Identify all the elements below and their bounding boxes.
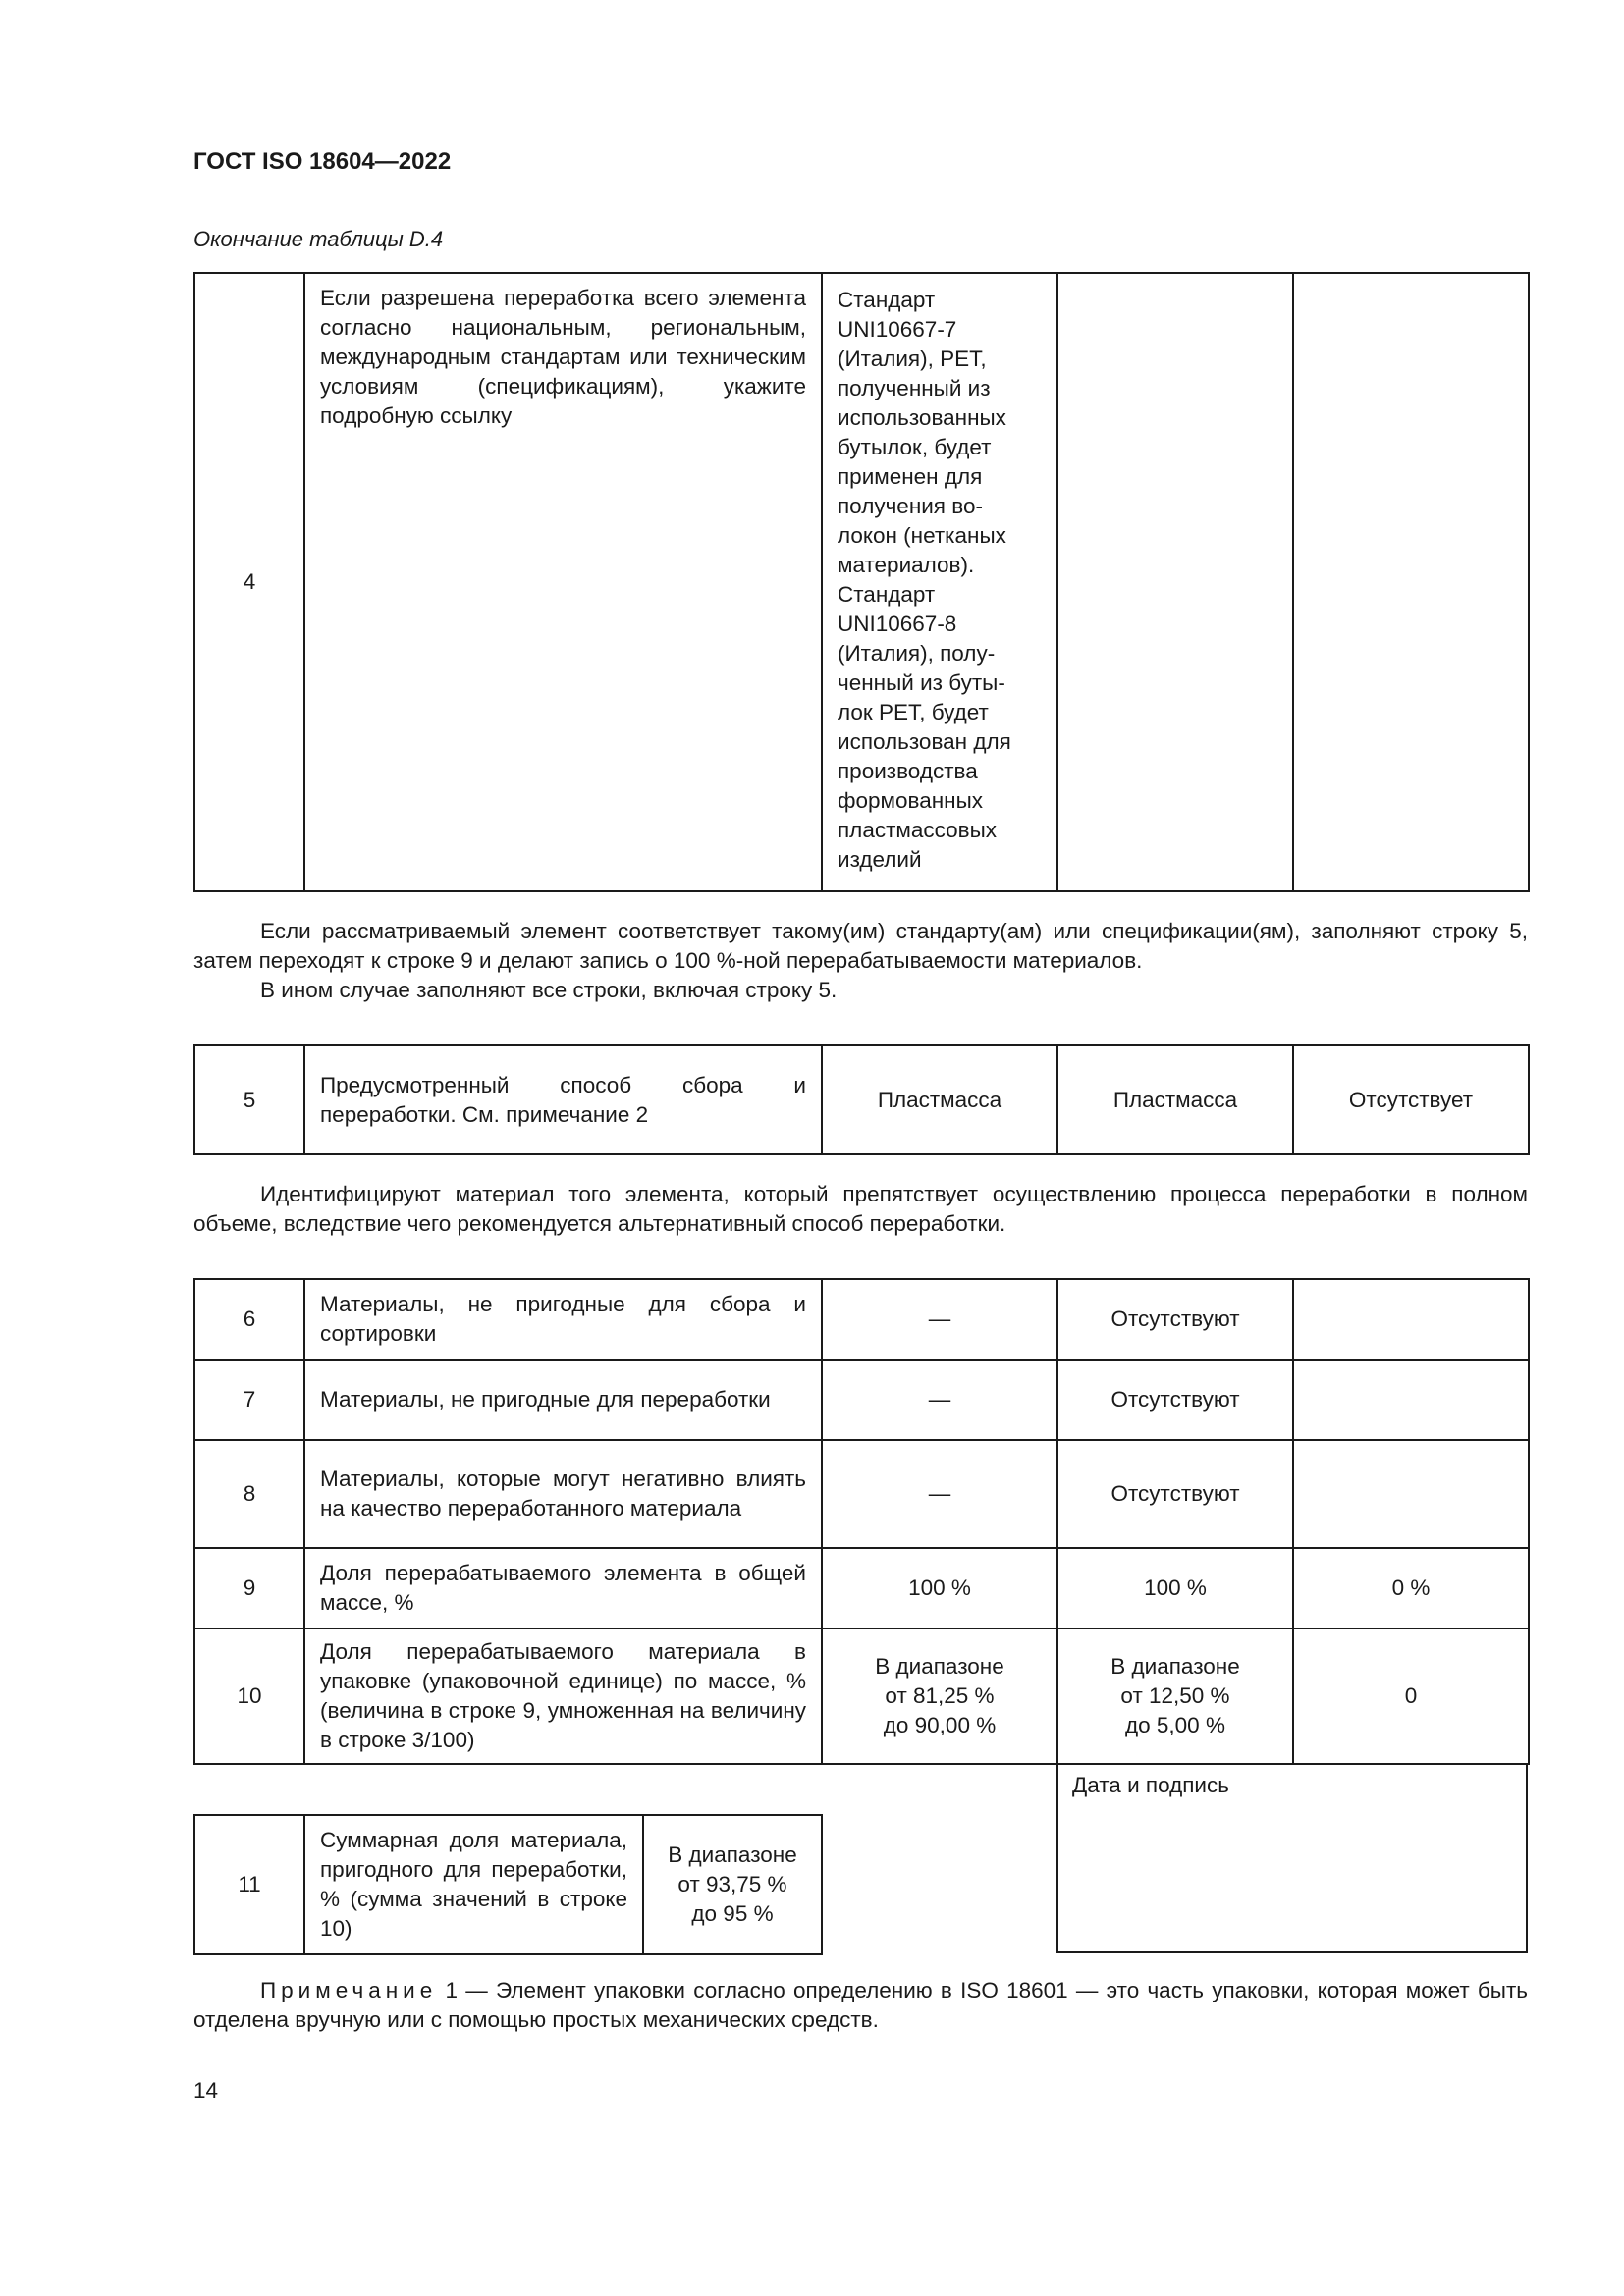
- row-description: Материалы, не пригодные для переработки: [304, 1360, 822, 1440]
- row-number: 8: [194, 1440, 304, 1548]
- reference-line: локон (нетканых: [838, 523, 1006, 548]
- reference-line: Стандарт: [838, 288, 936, 312]
- reference-line: формованных: [838, 788, 984, 813]
- row-number: 10: [194, 1629, 304, 1764]
- row-description: Доля перерабатываемого материала в упаковке (упаковочной единице) по массе, % (величина в строке 9, умноженная на величину в строке 3/100): [304, 1629, 822, 1764]
- row-description: Материалы, не пригодные для сбора и сортировки: [304, 1279, 822, 1360]
- row4-col4-cell: [1057, 273, 1293, 891]
- table-row4: [193, 272, 1530, 892]
- row-col3-cell: —: [822, 1440, 1057, 1548]
- range-line: до 90,00 %: [883, 1713, 997, 1737]
- row-col5-cell: [1293, 1279, 1529, 1360]
- range-line: до 5,00 %: [1125, 1713, 1225, 1737]
- range-line: В диапазоне: [668, 1842, 797, 1867]
- row4-col3-lines: [838, 286, 1042, 875]
- reference-line: изделий: [838, 847, 922, 872]
- table-caption: Окончание таблицы D.4: [193, 227, 444, 251]
- row-col4-cell: Отсутствуют: [1057, 1440, 1293, 1548]
- row-description: Суммарная доля материала, пригодного для переработки, % (сумма значений в строке 10): [304, 1815, 643, 1954]
- range-line: от 12,50 %: [1120, 1683, 1230, 1708]
- reference-line: ченный из буты-: [838, 670, 1005, 695]
- row-number: 5: [194, 1045, 304, 1154]
- row5-col3-cell: Пластмасса: [822, 1045, 1057, 1154]
- reference-line: производства: [838, 759, 978, 783]
- row-col3-cell: —: [822, 1360, 1057, 1440]
- reference-line: материалов).: [838, 553, 975, 577]
- row-col3-cell: —: [822, 1279, 1057, 1360]
- table-row5: [193, 1044, 1530, 1155]
- note-text: — Элемент упаковки согласно определению в ISO 18601 — это часть упаковки, которая может быть отделена вручную или с помощью простых механических средств.: [193, 1978, 1528, 2032]
- table-row11: [193, 1814, 823, 1955]
- row-number: 6: [194, 1279, 304, 1360]
- row5-col5-cell: Отсутствует: [1293, 1045, 1529, 1154]
- row-col3-cell: 100 %: [822, 1548, 1057, 1629]
- row4-col3-cell: [822, 273, 1057, 891]
- instruction-text: Идентифицируют материал того элемента, который препятствует осуществлению процесса переработки в полном объеме, вследствие чего рекомендуется альтернативный способ переработки.: [193, 1182, 1528, 1236]
- row-col4-cell: 100 %: [1057, 1548, 1293, 1629]
- row-number: 11: [194, 1815, 304, 1954]
- document-header: ГОСТ ISO 18604—2022: [193, 148, 452, 175]
- row-description: Предусмотренный способ сбора и переработки. См. примечание 2: [304, 1045, 822, 1154]
- note-number: 1: [445, 1978, 458, 2002]
- table-rows-6-10: [193, 1278, 1530, 1765]
- row-description: Доля перерабатываемого элемента в общей массе, %: [304, 1548, 822, 1629]
- row-description: Материалы, которые могут негативно влиять на качество переработанного материала: [304, 1440, 822, 1548]
- reference-line: использованных: [838, 405, 1006, 430]
- range-line: В диапазоне: [875, 1654, 1004, 1679]
- range-line: от 93,75 %: [677, 1872, 787, 1896]
- note-label: Примечание: [260, 1978, 438, 2002]
- row10-col4-cell: [1057, 1629, 1293, 1764]
- reference-line: UNI10667-8: [838, 612, 957, 636]
- reference-line: бутылок, будет: [838, 435, 992, 459]
- reference-line: полученный из: [838, 376, 991, 400]
- row-number: 7: [194, 1360, 304, 1440]
- instruction-paragraph-2: [193, 1180, 1528, 1239]
- page-number: 14: [193, 2078, 219, 2103]
- row-col5-cell: [1293, 1440, 1529, 1548]
- row11-value-cell: [643, 1815, 822, 1954]
- row-col4-cell: Отсутствуют: [1057, 1279, 1293, 1360]
- range-line: В диапазоне: [1110, 1654, 1240, 1679]
- row-col5-cell: 0: [1293, 1629, 1529, 1764]
- reference-line: (Италия), PET,: [838, 347, 987, 371]
- row-col5-cell: 0 %: [1293, 1548, 1529, 1629]
- row-number: 4: [194, 273, 304, 891]
- row-number: 9: [194, 1548, 304, 1629]
- note-paragraph: [193, 1976, 1528, 2035]
- signature-box: [1056, 1763, 1528, 1953]
- row5-col4-cell: Пластмасса: [1057, 1045, 1293, 1154]
- row-description: Если разрешена переработка всего элемента согласно национальным, региональным, международным стандартам или техническим условиям (спецификациям), укажите подробную ссылку: [304, 273, 822, 891]
- reference-line: (Италия), полу-: [838, 641, 996, 666]
- instruction-text: Если рассматриваемый элемент соответствует такому(им) стандарту(ам) или спецификации(ям), заполняют строку 5, затем переходят к строке 9 и делают запись о 100 %-ной перерабатываемости материалов.: [193, 919, 1528, 973]
- row-col5-cell: [1293, 1360, 1529, 1440]
- instruction-paragraph-1: [193, 917, 1528, 1005]
- range-line: до 95 %: [691, 1901, 774, 1926]
- row4-col5-cell: [1293, 273, 1529, 891]
- row10-col3-cell: [822, 1629, 1057, 1764]
- reference-line: пластмассовых: [838, 818, 998, 842]
- reference-line: применен для: [838, 464, 983, 489]
- reference-line: лок PET, будет: [838, 700, 989, 724]
- row-col4-cell: Отсутствуют: [1057, 1360, 1293, 1440]
- instruction-text: В ином случае заполняют все строки, включая строку 5.: [260, 978, 838, 1002]
- reference-line: получения во-: [838, 494, 983, 518]
- reference-line: UNI10667-7: [838, 317, 957, 342]
- signature-label: Дата и подпись: [1072, 1773, 1229, 1797]
- reference-line: Стандарт: [838, 582, 936, 607]
- range-line: от 81,25 %: [885, 1683, 995, 1708]
- reference-line: использован для: [838, 729, 1011, 754]
